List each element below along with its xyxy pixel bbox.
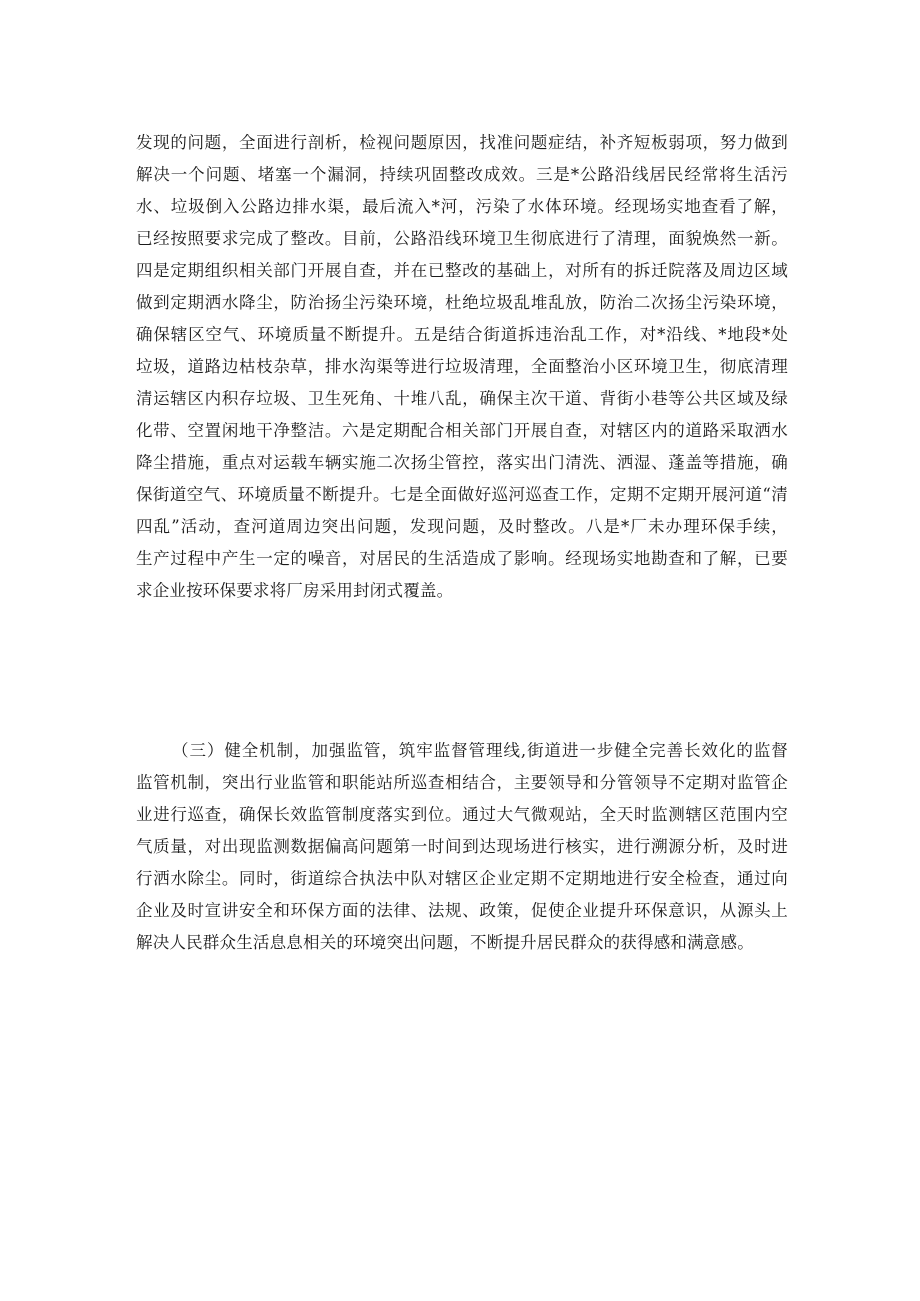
text-line: （三）健全机制，加强监管，筑牢监督管理线,街道进一步健全完善长效化的监督 <box>172 741 788 760</box>
text-line: 四是定期组织相关部门开展自查，并在已整改的基础上，对所有的拆迁院落及周边区域 <box>136 261 788 280</box>
text-line: 行洒水除尘。同时，街道综合执法中队对辖区企业定期不定期地进行安全检查，通过向 <box>136 869 788 888</box>
text-line: 降尘措施，重点对运载车辆实施二次扬尘管控，落实出门清洗、洒湿、蓬盖等措施，确 <box>136 453 788 472</box>
text-line: 做到定期洒水降尘，防治扬尘污染环境，杜绝垃圾乱堆乱放，防治二次扬尘污染环境， <box>136 293 788 312</box>
text-line: 企业及时宣讲安全和环保方面的法律、法规、政策，促使企业提升环保意识，从源头上 <box>136 901 788 920</box>
text-line: 求企业按环保要求将厂房采用封闭式覆盖。 <box>136 581 454 600</box>
text-line: 水、垃圾倒入公路边排水渠，最后流入*河，污染了水体环境。经现场实地查看了解， <box>136 197 788 216</box>
text-line: 四乱”活动，查河道周边突出问题，发现问题，及时整改。八是*厂未办理环保手续， <box>136 517 788 536</box>
text-line: 监管机制，突出行业监管和职能站所巡查相结合，主要领导和分管领导不定期对监管企 <box>136 773 788 792</box>
text-line: 化带、空置闲地干净整洁。六是定期配合相关部门开展自查，对辖区内的道路采取洒水 <box>136 421 788 440</box>
text-line: 已经按照要求完成了整改。目前，公路沿线环境卫生彻底进行了清理，面貌焕然一新。 <box>136 229 788 248</box>
text-line: 解决人民群众生活息息相关的环境突出问题，不断提升居民群众的获得感和满意感。 <box>136 933 754 952</box>
text-line: 解决一个问题、堵塞一个漏洞，持续巩固整改成效。三是*公路沿线居民经常将生活污 <box>136 165 788 184</box>
text-line: 垃圾，道路边枯枝杂草，排水沟渠等进行垃圾清理，全面整治小区环境卫生，彻底清理 <box>136 357 788 376</box>
body-paragraph-2 <box>136 735 788 959</box>
body-paragraph-1 <box>136 127 788 607</box>
text-line: 清运辖区内积存垃圾、卫生死角、十堆八乱，确保主次干道、背街小巷等公共区域及绿 <box>136 389 788 408</box>
text-line: 确保辖区空气、环境质量不断提升。五是结合街道拆违治乱工作，对*沿线、*地段*处 <box>136 325 788 344</box>
text-line: 发现的问题，全面进行剖析，检视问题原因，找准问题症结，补齐短板弱项，努力做到 <box>136 133 788 152</box>
text-line: 业进行巡查，确保长效监管制度落实到位。通过大气微观站，全天时监测辖区范围内空 <box>136 805 788 824</box>
text-line: 气质量，对出现监测数据偏高问题第一时间到达现场进行核实，进行溯源分析，及时进 <box>136 837 788 856</box>
text-line: 生产过程中产生一定的噪音，对居民的生活造成了影响。经现场实地勘查和了解，已要 <box>136 549 788 568</box>
text-line: 保街道空气、环境质量不断提升。七是全面做好巡河巡查工作，定期不定期开展河道“清 <box>136 485 788 504</box>
